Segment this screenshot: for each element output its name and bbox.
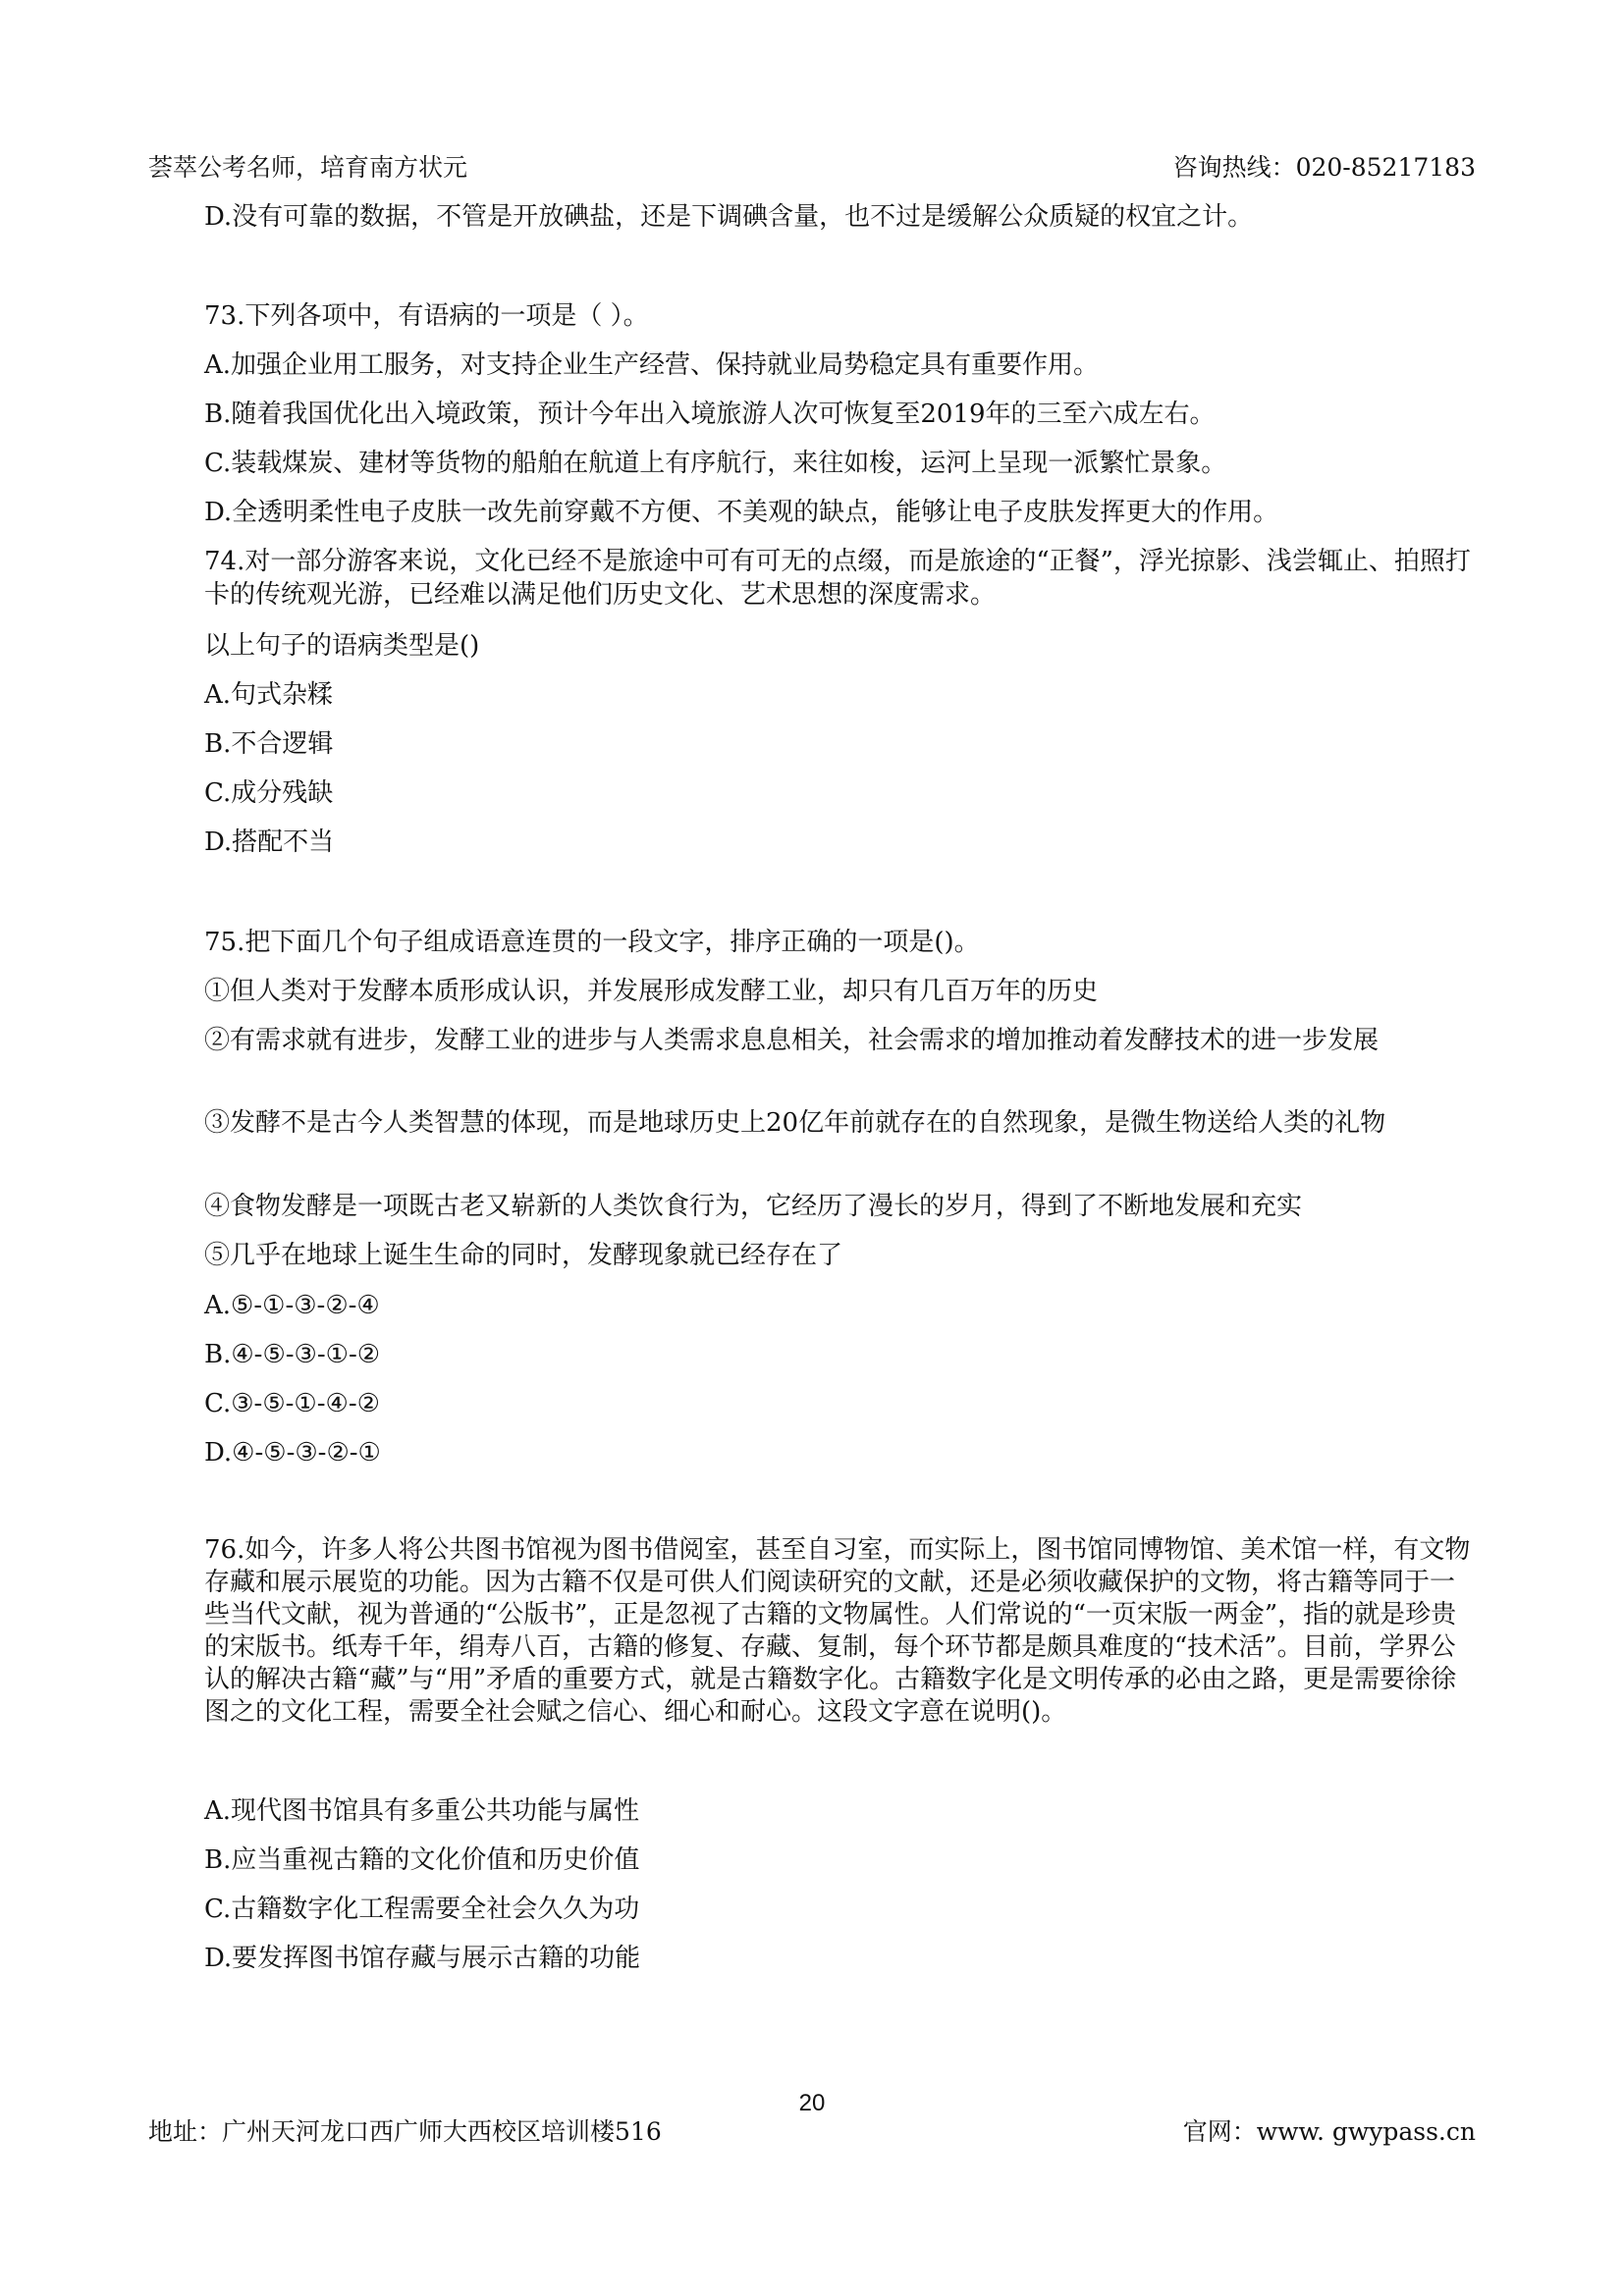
q74-option-a: A.句式杂糅 [204,680,334,710]
q72-option-d: D.没有可靠的数据，不管是开放碘盐，还是下调碘含量，也不过是缓解公众质疑的权宜之计。 [204,202,1254,232]
footer-website: 官网：www. gwypass.cn [1182,2117,1476,2146]
q73-option-a: A.加强企业用工服务，对支持企业生产经营、保持就业局势稳定具有重要作用。 [204,350,1100,380]
q73-option-d: D.全透明柔性电子皮肤一改先前穿戴不方便、不美观的缺点，能够让电子皮肤发挥更大的作用。 [204,498,1279,527]
q74-option-c: C.成分残缺 [204,778,334,808]
header-slogan: 荟萃公考名师，培育南方状元 [148,153,468,182]
q75-stem: 75.把下面几个句子组成语意连贯的一段文字，排序正确的一项是()。 [204,928,980,957]
q75-sentence-2: ②有需求就有进步，发酵工业的进步与人类需求息息相关，社会需求的增加推动着发酵技术的进一步发展 [204,1026,1380,1055]
q74-stem: 74.对一部分游客来说，文化已经不是旅途中可有可无的点缀，而是旅途的“正餐”，浮光掠影、浅尝辄止、拍照打卡的传统观光游，已经难以满足他们历史文化、艺术思想的深度需求。 [204,547,1471,610]
q76-option-a: A.现代图书馆具有多重公共功能与属性 [204,1796,640,1826]
q74-prompt: 以上句子的语病类型是() [204,631,480,661]
header-hotline: 咨询热线：020-85217183 [1172,153,1476,182]
q76-option-c: C.古籍数字化工程需要全社会久久为功 [204,1895,640,1924]
q75-option-d: D.④-⑤-③-②-① [204,1438,381,1468]
q75-sentence-1: ①但人类对于发酵本质形成认识，并发展形成发酵工业，却只有几百万年的历史 [204,977,1099,1006]
q75-sentence-5: ⑤几乎在地球上诞生生命的同时，发酵现象就已经存在了 [204,1241,843,1270]
q73-option-b: B.随着我国优化出入境政策，预计今年出入境旅游人次可恢复至2019年的三至六成左右。 [204,400,1216,429]
page-number: 20 [798,2090,826,2116]
q74-option-d: D.搭配不当 [204,828,335,857]
q75-sentence-4: ④食物发酵是一项既古老又崭新的人类饮食行为，它经历了漫长的岁月，得到了不断地发展和充实 [204,1192,1303,1221]
footer-address: 地址：广州天河龙口西广师大西校区培训楼516 [148,2117,662,2146]
q75-sentence-3: ③发酵不是古今人类智慧的体现，而是地球历史上20亿年前就存在的自然现象，是微生物送给人类的礼物 [204,1108,1386,1138]
q73-stem: 73.下列各项中，有语病的一项是（ ）。 [204,301,649,331]
q75-option-a: A.⑤-①-③-②-④ [204,1291,380,1320]
q76-option-d: D.要发挥图书馆存藏与展示古籍的功能 [204,1944,641,1973]
q74-option-b: B.不合逻辑 [204,729,334,759]
q76-option-b: B.应当重视古籍的文化价值和历史价值 [204,1845,640,1875]
q75-option-b: B.④-⑤-③-①-② [204,1340,381,1369]
q73-option-c: C.装载煤炭、建材等货物的船舶在航道上有序航行，来往如梭，运河上呈现一派繁忙景象。 [204,449,1227,478]
q75-option-c: C.③-⑤-①-④-② [204,1389,380,1418]
q76-stem: 76.如今，许多人将公共图书馆视为图书借阅室，甚至自习室，而实际上，图书馆同博物馆、美术馆一样，有文物存藏和展示展览的功能。因为古籍不仅是可供人们阅读研究的文献，还是必须收藏保护的文物，将古籍等同于一些当代文献，视为普通的“公版书”，正是忽视了古籍的文物属性。人们常说的“一页宋版一两金”，指的就是珍贵的宋版书。纸寿千年，绢寿八百，古籍的修复、存藏、复制，每个环节都是颇具难度的“技术活”。目前，学界公认的解决古籍“藏”与“用”矛盾的重要方式，就是古籍数字化。古籍数字化是文明传承的必由之路，更是需要徐徐图之的文化工程，需要全社会赋之信心、细心和耐心。这段文字意在说明()。 [204,1535,1471,1727]
